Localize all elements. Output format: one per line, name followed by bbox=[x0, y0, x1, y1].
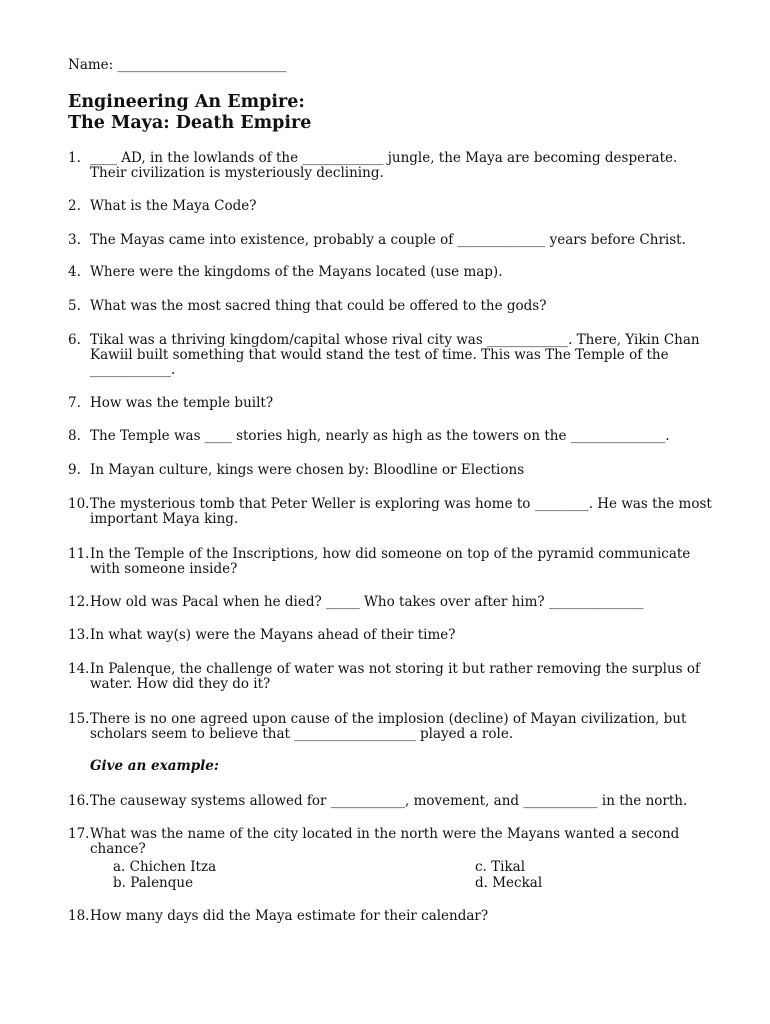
question-text: In the Temple of the Inscriptions, how did someone on top of the pyramid communicate with someone inside? bbox=[90, 546, 691, 577]
question-5 bbox=[68, 299, 718, 314]
question-number: 17. bbox=[68, 826, 90, 842]
question-text: The causeway systems allowed for ___________, movement, and ___________ in the north. bbox=[90, 793, 688, 809]
question-14 bbox=[68, 662, 718, 692]
question-text: The Mayas came into existence, probably a couple of _____________ years before Christ. bbox=[90, 232, 686, 248]
question-7 bbox=[68, 396, 718, 411]
question-2 bbox=[68, 199, 718, 214]
question-number: 8. bbox=[68, 428, 81, 444]
q17-option-a: a. Chichen Itza bbox=[113, 859, 217, 875]
question-10 bbox=[68, 497, 718, 527]
question-text: What was the name of the city located in the north were the Mayans wanted a second chance? bbox=[90, 826, 680, 857]
question-text: Where were the kingdoms of the Mayans located (use map). bbox=[90, 264, 503, 280]
question-number: 1. bbox=[68, 150, 81, 166]
question-number: 12. bbox=[68, 594, 90, 610]
q17-option-c: c. Tikal bbox=[475, 859, 526, 875]
question-12 bbox=[68, 595, 718, 610]
question-16 bbox=[68, 794, 718, 809]
question-number: 14. bbox=[68, 661, 90, 677]
question-text: How old was Pacal when he died? _____ Who takes over after him? ______________ bbox=[90, 594, 644, 610]
question-text: Tikal was a thriving kingdom/capital whose rival city was ____________. There, Yikin Chan Kawiil built something that would stand the test of time. This was The Temple of the ____________. bbox=[90, 332, 700, 378]
question-number: 18. bbox=[68, 908, 90, 924]
q17-options-right bbox=[475, 859, 542, 891]
question-6 bbox=[68, 333, 718, 378]
title-line-2: The Maya: Death Empire bbox=[68, 113, 312, 133]
question-text: The mysterious tomb that Peter Weller is exploring was home to ________. He was the most important Maya king. bbox=[90, 496, 712, 527]
question-text: ____ AD, in the lowlands of the ____________ jungle, the Maya are becoming desperate. Their civilization is mysteriously declining. bbox=[90, 150, 678, 181]
title-line-1: Engineering An Empire: bbox=[68, 92, 305, 112]
question-1 bbox=[68, 151, 718, 181]
question-11 bbox=[68, 547, 718, 577]
question-number: 5. bbox=[68, 298, 81, 314]
question-text: How many days did the Maya estimate for their calendar? bbox=[90, 908, 489, 924]
question-13 bbox=[68, 628, 718, 643]
question-number: 9. bbox=[68, 462, 81, 478]
question-18 bbox=[68, 909, 718, 924]
question-text: In what way(s) were the Mayans ahead of their time? bbox=[90, 627, 456, 643]
question-number: 15. bbox=[68, 711, 90, 727]
question-number: 2. bbox=[68, 198, 81, 214]
question-17 bbox=[68, 827, 718, 857]
question-number: 4. bbox=[68, 264, 81, 280]
question-text: In Mayan culture, kings were chosen by: Bloodline or Elections bbox=[90, 462, 525, 478]
question-4 bbox=[68, 265, 718, 280]
question-text: What is the Maya Code? bbox=[90, 198, 257, 214]
question-number: 6. bbox=[68, 332, 81, 348]
question-text: In Palenque, the challenge of water was not storing it but rather removing the surplus of water. How did they do it? bbox=[90, 661, 700, 692]
question-text: How was the temple built? bbox=[90, 395, 274, 411]
q17-option-d: d. Meckal bbox=[475, 875, 543, 891]
question-number: 13. bbox=[68, 627, 90, 643]
question-8 bbox=[68, 429, 718, 444]
question-number: 16. bbox=[68, 793, 90, 809]
question-number: 10. bbox=[68, 496, 90, 512]
question-number: 7. bbox=[68, 395, 81, 411]
question-number: 11. bbox=[68, 546, 90, 562]
example-prompt: Give an example: bbox=[90, 758, 219, 774]
question-3 bbox=[68, 233, 718, 248]
name-field-label: Name: _________________________ bbox=[68, 57, 287, 73]
question-text: What was the most sacred thing that could be offered to the gods? bbox=[90, 298, 547, 314]
question-text: There is no one agreed upon cause of the implosion (decline) of Mayan civilization, but scholars seem to believe that __________________ played a role. bbox=[90, 711, 687, 742]
q17-options-left bbox=[113, 859, 216, 891]
question-number: 3. bbox=[68, 232, 81, 248]
q17-option-b: b. Palenque bbox=[113, 875, 194, 891]
question-text: The Temple was ____ stories high, nearly as high as the towers on the ______________. bbox=[90, 428, 670, 444]
question-9 bbox=[68, 463, 718, 478]
question-15 bbox=[68, 712, 718, 742]
page-title bbox=[68, 92, 311, 134]
